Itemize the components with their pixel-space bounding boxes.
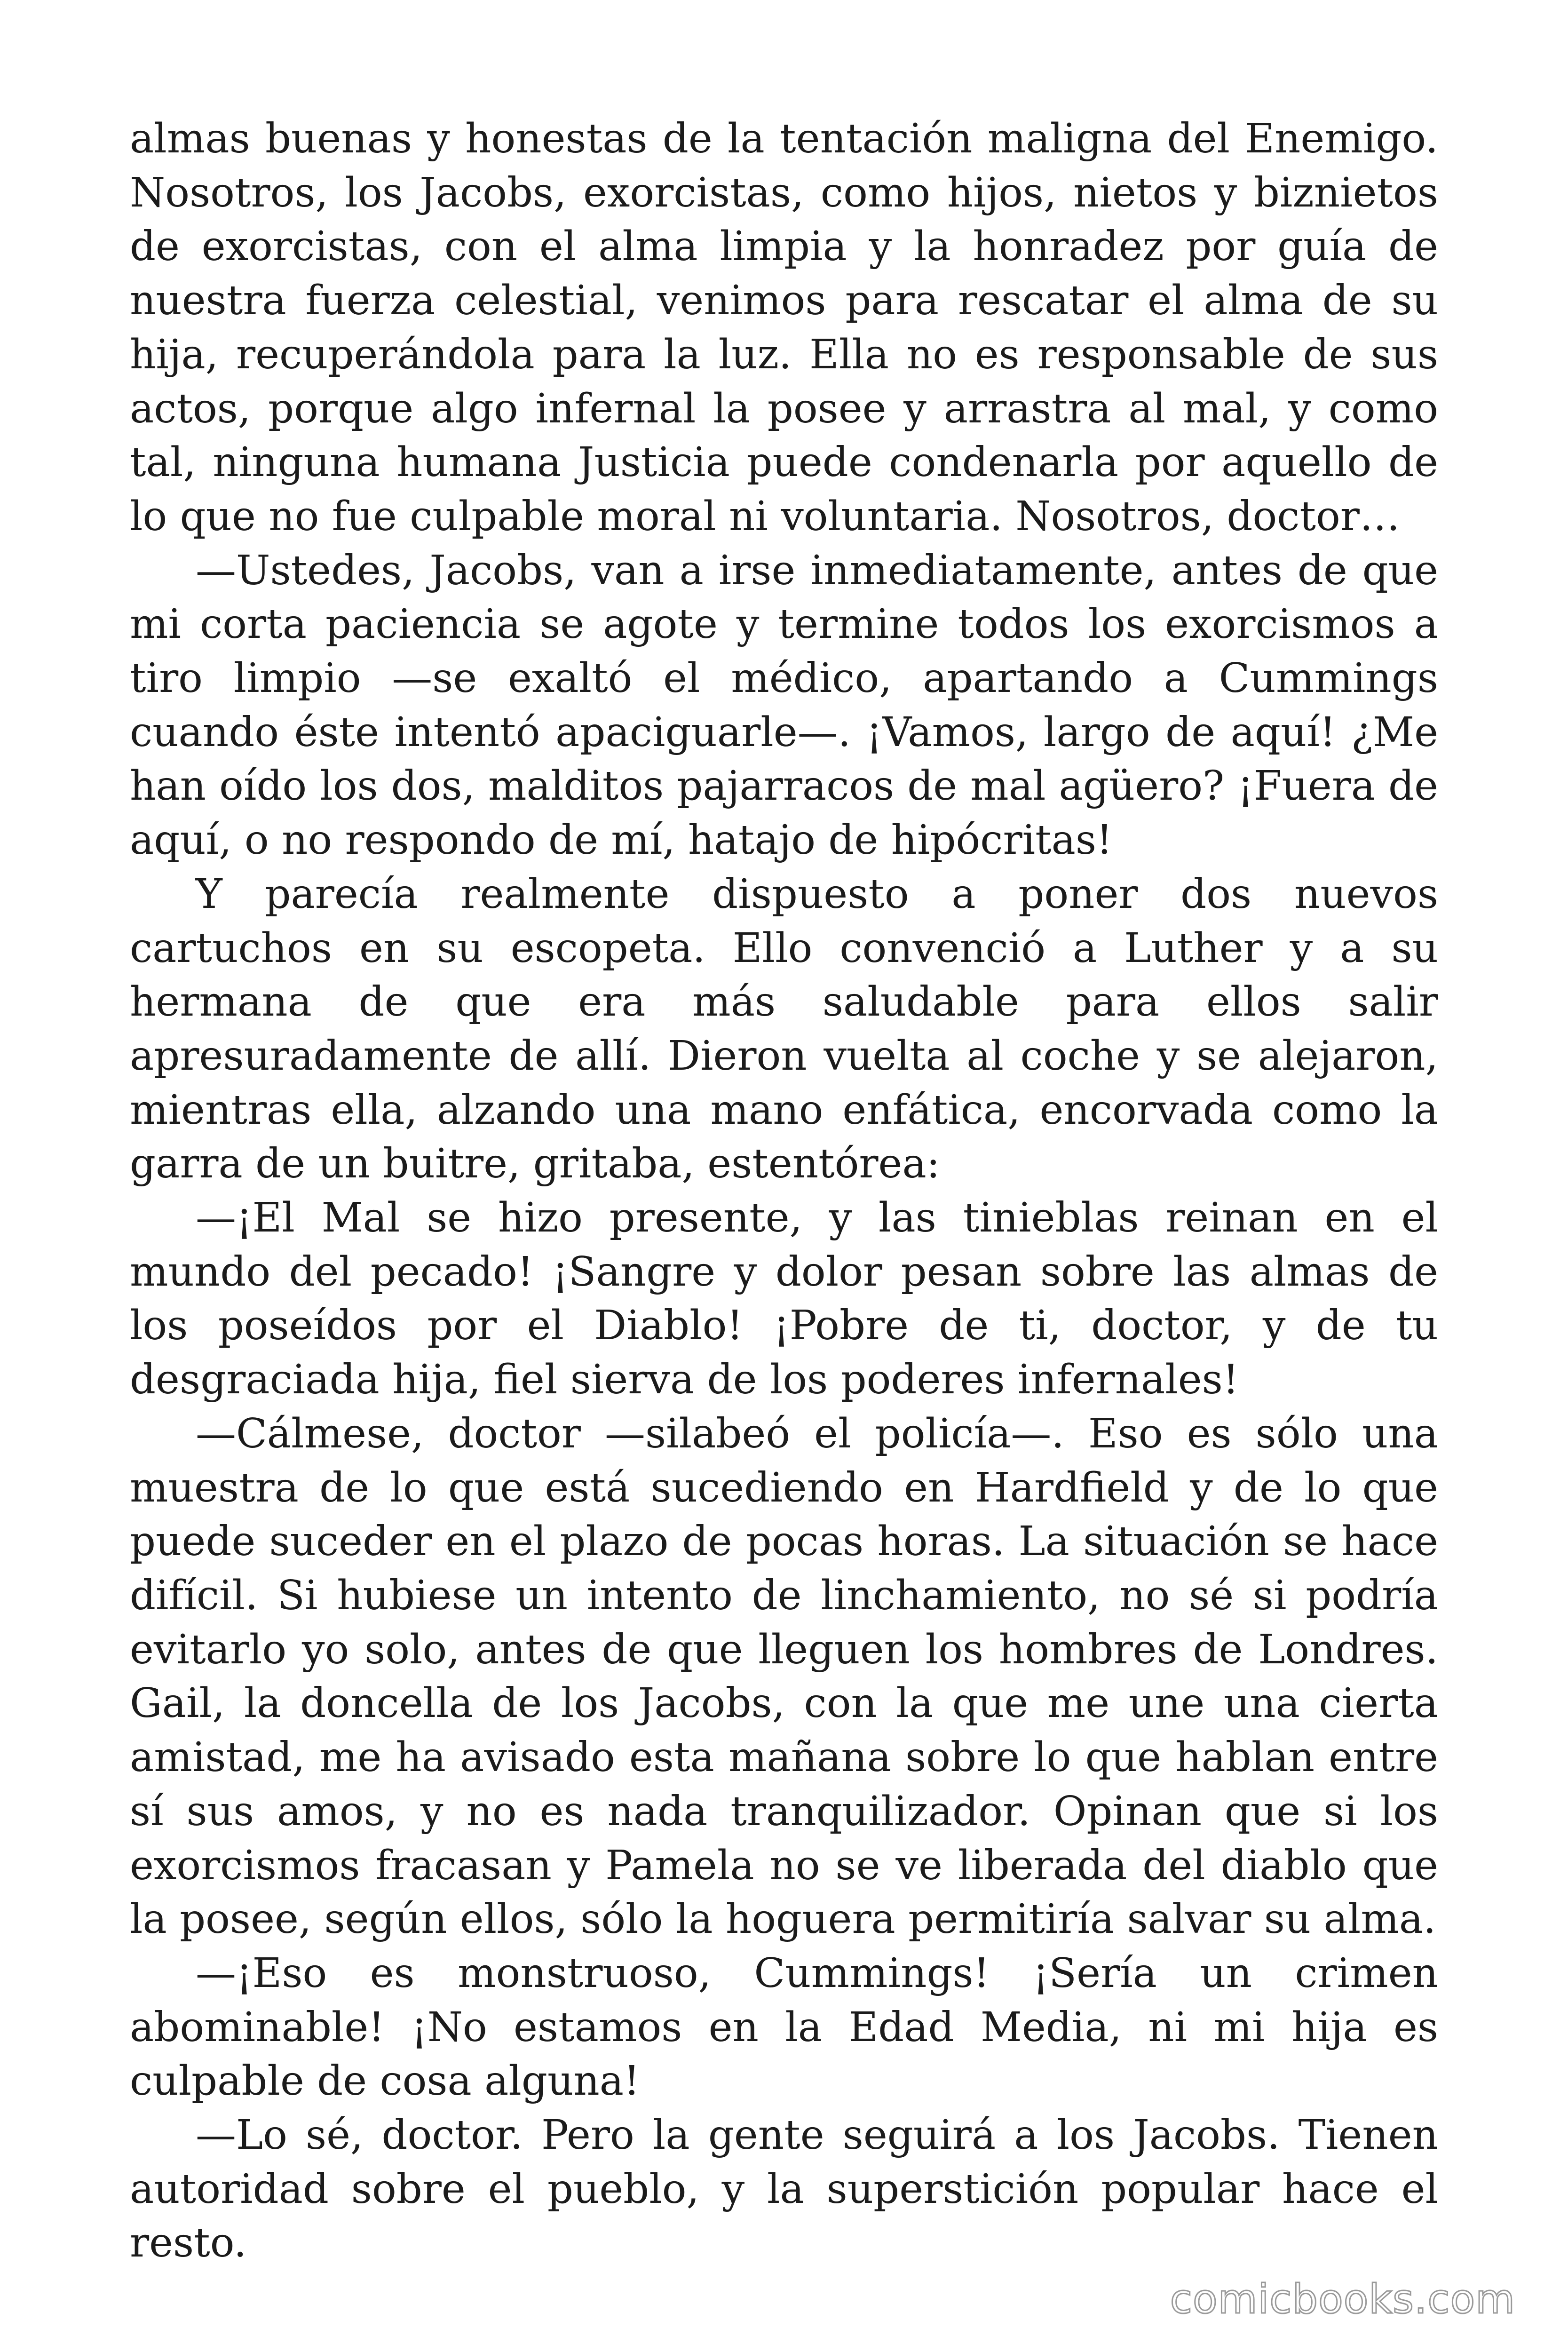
paragraph-continuation: almas buenas y honestas de la tentación maligna del Enemigo. Nosotros, los Jacobs, exorcistas, como hijos, nietos y biznietos de exorcistas, con el alma limpia y la honradez por guía de nuestra fuerza celestial, venimos para rescatar el alma de su hija, recuperándola para la luz. Ella no es responsable de sus actos, porque algo infernal la posee y arrastra al mal, y como tal, ninguna humana Justicia puede condenarla por aquello de lo que no fue culpable moral ni voluntaria. Nosotros, doctor…: [130, 115, 1438, 540]
paragraph-doctor-reply: —Ustedes, Jacobs, van a irse inmediatamente, antes de que mi corta paciencia se agote y termine todos los exorcismos a tiro limpio —se exaltó el médico, apartando a Cummings cuando éste intentó apaciguarle—. ¡Vamos, largo de aquí! ¿Me han oído los dos, malditos pajarracos de mal agüero? ¡Fuera de aquí, o no respondo de mí, hatajo de hipócritas!: [130, 547, 1438, 864]
paragraph-jacobs-shout: —¡El Mal se hizo presente, y las tinieblas reinan en el mundo del pecado! ¡Sangre y dolor pesan sobre las almas de los poseídos por el Diablo! ¡Pobre de ti, doctor, y de tu desgraciada hija, fiel sierva de los poderes infernales!: [130, 1194, 1438, 1404]
paragraph-policeman-reply: —Lo sé, doctor. Pero la gente seguirá a los Jacobs. Tienen autoridad sobre el pueblo, y la superstición popular hace el resto.: [130, 2112, 1438, 2267]
paragraph-doctor-outrage: —¡Eso es monstruoso, Cummings! ¡Sería un crimen abominable! ¡No estamos en la Edad Media, ni mi hija es culpable de cosa alguna!: [130, 1949, 1438, 2105]
paragraph-policeman: —Cálmese, doctor —silabeó el policía—. Eso es sólo una muestra de lo que está sucediendo en Hardfield y de lo que puede suceder en el plazo de pocas horas. La situación se hace difícil. Si hubiese un intento de linchamiento, no sé si podría evitarlo yo solo, antes de que lleguen los hombres de Londres. Gail, la doncella de los Jacobs, con la que me une una cierta amistad, me ha avisado esta mañana sobre lo que hablan entre sí sus amos, y no es nada tranquilizador. Opinan que si los exorcismos fracasan y Pamela no se ve liberada del diablo que la posee, según ellos, sólo la hoguera permitiría salvar su alma.: [130, 1410, 1438, 1943]
body-text: [130, 112, 1438, 2270]
paragraph-narration: Y parecía realmente dispuesto a poner dos nuevos cartuchos en su escopeta. Ello convenció a Luther y a su hermana de que era más saludable para ellos salir apresuradamente de allí. Dieron vuelta al coche y se alejaron, mientras ella, alzando una mano enfática, encorvada como la garra de un buitre, gritaba, estentórea:: [130, 870, 1438, 1188]
watermark: comicbooks.com: [1170, 2276, 1515, 2323]
